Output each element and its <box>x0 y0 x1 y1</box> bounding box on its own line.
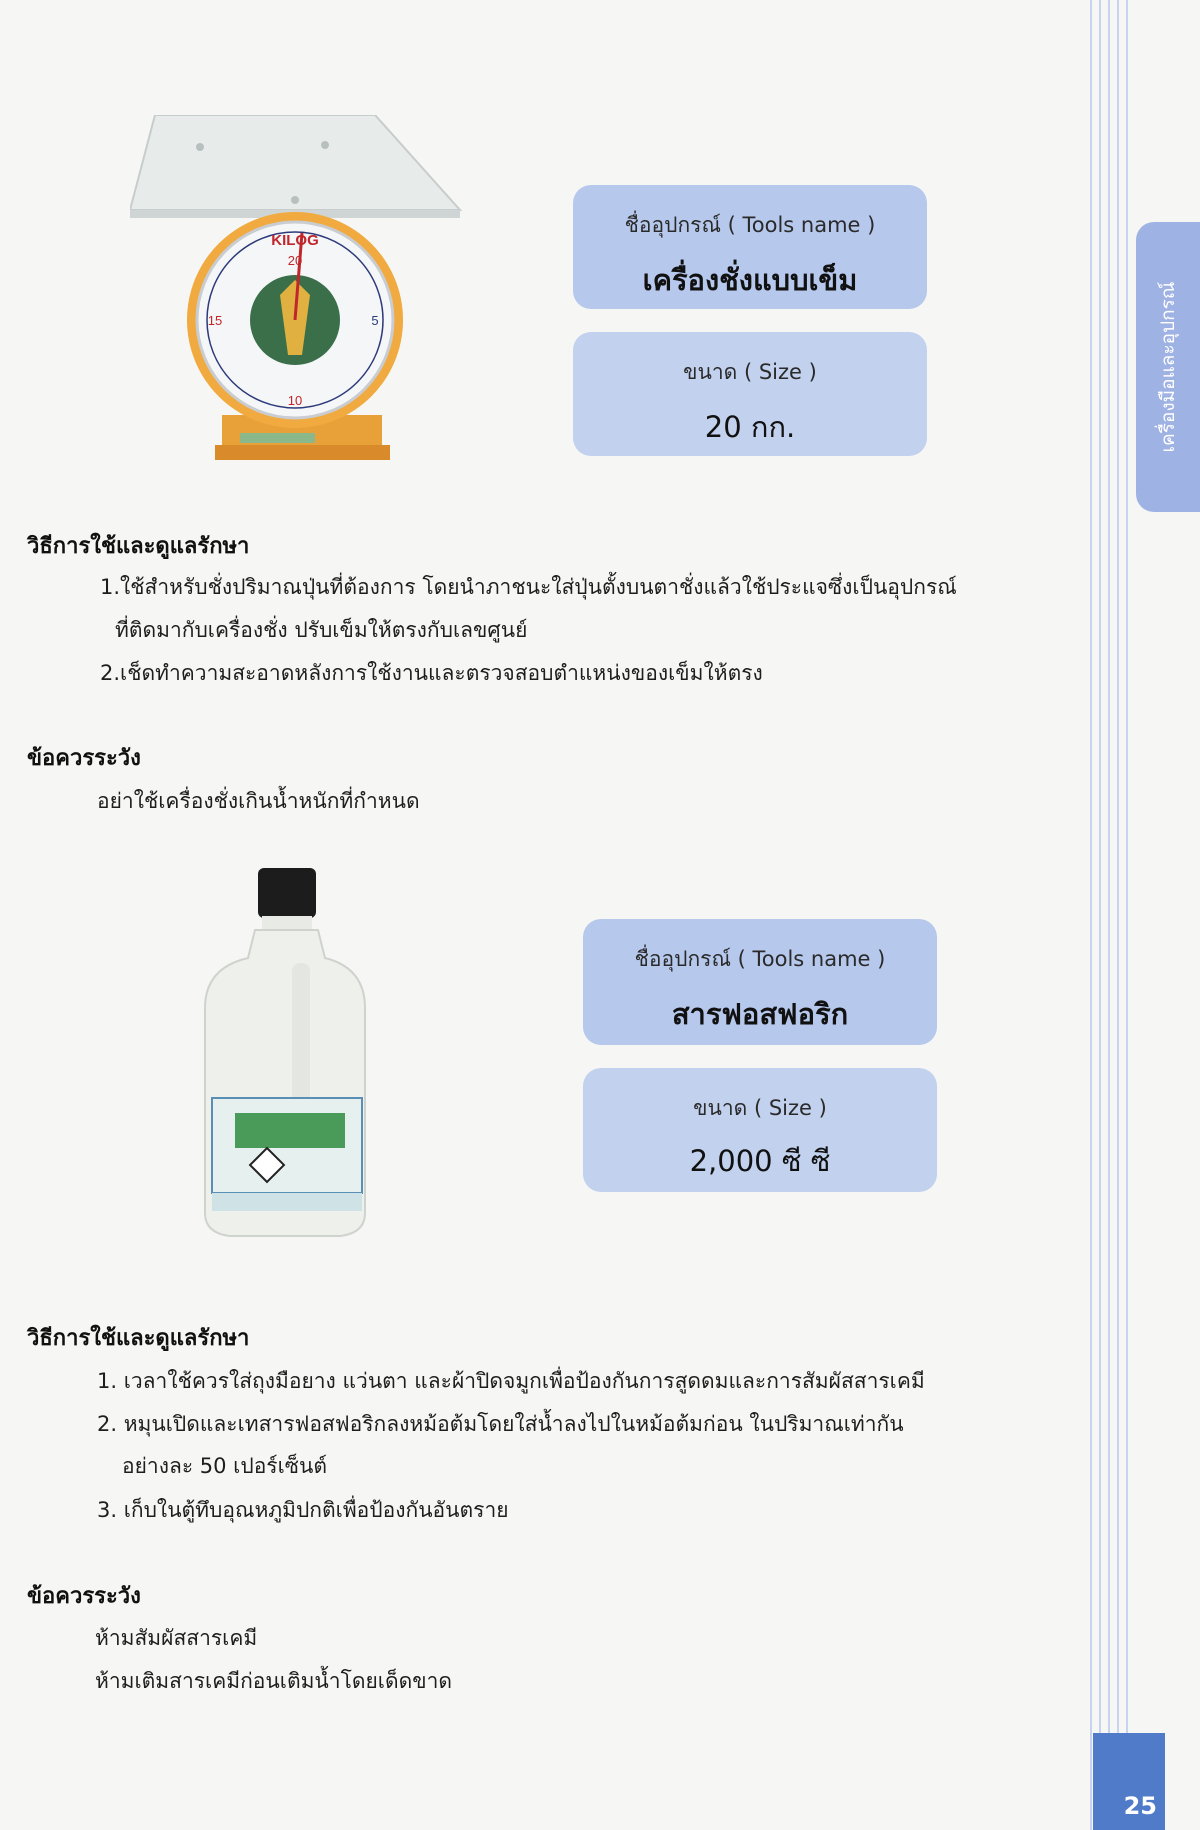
caution-line: ห้ามเติมสารเคมีก่อนเติมน้ำโดยเด็ดขาด <box>95 1669 453 1693</box>
chapter-tab-label: เครื่องมือและอุปกรณ์ <box>1157 281 1179 453</box>
usage-heading: วิธีการใช้และดูแลรักษา <box>27 1326 250 1351</box>
usage-heading: วิธีการใช้และดูแลรักษา <box>27 534 250 559</box>
usage-line: 2.เช็ดทำความสะอาดหลังการใช้งานและตรวจสอบตำแหน่งของเข็มให้ตรง <box>100 661 763 685</box>
svg-text:5: 5 <box>371 313 379 328</box>
svg-text:15: 15 <box>207 313 223 328</box>
tool-name-label: ชื่ออุปกรณ์ ( Tools name ) <box>634 947 886 971</box>
usage-line: อย่างละ 50 เปอร์เซ็นต์ <box>122 1454 328 1478</box>
page-number: 25 <box>1123 1792 1157 1820</box>
tool-size-label: ขนาด ( Size ) <box>683 360 817 384</box>
svg-text:20: 20 <box>287 253 303 268</box>
svg-text:10: 10 <box>287 393 303 408</box>
tool-size-card <box>573 332 927 456</box>
usage-line: 2. หมุนเปิดและเทสารฟอสฟอริกลงหม้อต้มโดยใส่น้ำลงไปในหม้อต้มก่อน ในปริมาณเท่ากัน <box>97 1412 904 1436</box>
tool-size-label: ขนาด ( Size ) <box>693 1096 827 1120</box>
page-number-box <box>1093 1733 1165 1830</box>
usage-line: ที่ติดมากับเครื่องชั่ง ปรับเข็มให้ตรงกับเลขศูนย์ <box>115 618 528 642</box>
caution-line: ห้ามสัมผัสสารเคมี <box>95 1626 258 1650</box>
tool-name-card <box>573 185 927 309</box>
usage-line: 1.ใช้สำหรับชั่งปริมาณปุ่นที่ต้องการ โดยนำภาชนะใส่ปุ่นตั้งบนตาชั่งแล้วใช้ประแจซึ่งเป็นอุปกรณ์ <box>100 575 957 599</box>
usage-line: 1. เวลาใช้ควรใส่ถุงมือยาง แว่นตา และผ้าปิดจมูกเพื่อป้องกันการสูดดมและการสัมผัสสารเคมี <box>97 1369 925 1393</box>
phosphoric-acid-bottle-image <box>200 868 370 1238</box>
caution-heading: ข้อควรระวัง <box>27 746 141 771</box>
tool-name: เครื่องชั่งแบบเข็ม <box>642 263 858 297</box>
tool-size: 2,000 ซี ซี <box>689 1144 831 1178</box>
dial-scale-image <box>130 115 470 460</box>
svg-text:KILOG: KILOG <box>271 232 319 249</box>
tool-size-card <box>583 1068 937 1192</box>
tool-name-label: ชื่ออุปกรณ์ ( Tools name ) <box>624 213 876 237</box>
tool-name-card <box>583 919 937 1045</box>
caution-heading: ข้อควรระวัง <box>27 1584 141 1609</box>
caution-line: อย่าใช้เครื่องชั่งเกินน้ำหนักที่กำหนด <box>97 789 420 813</box>
tool-size: 20 กก. <box>704 410 796 444</box>
chapter-tab <box>1136 222 1200 512</box>
usage-line: 3. เก็บในตู้ทึบอุณหภูมิปกติเพื่อป้องกันอันตราย <box>97 1498 509 1522</box>
tool-name: สารฟอสฟอริก <box>671 997 849 1031</box>
